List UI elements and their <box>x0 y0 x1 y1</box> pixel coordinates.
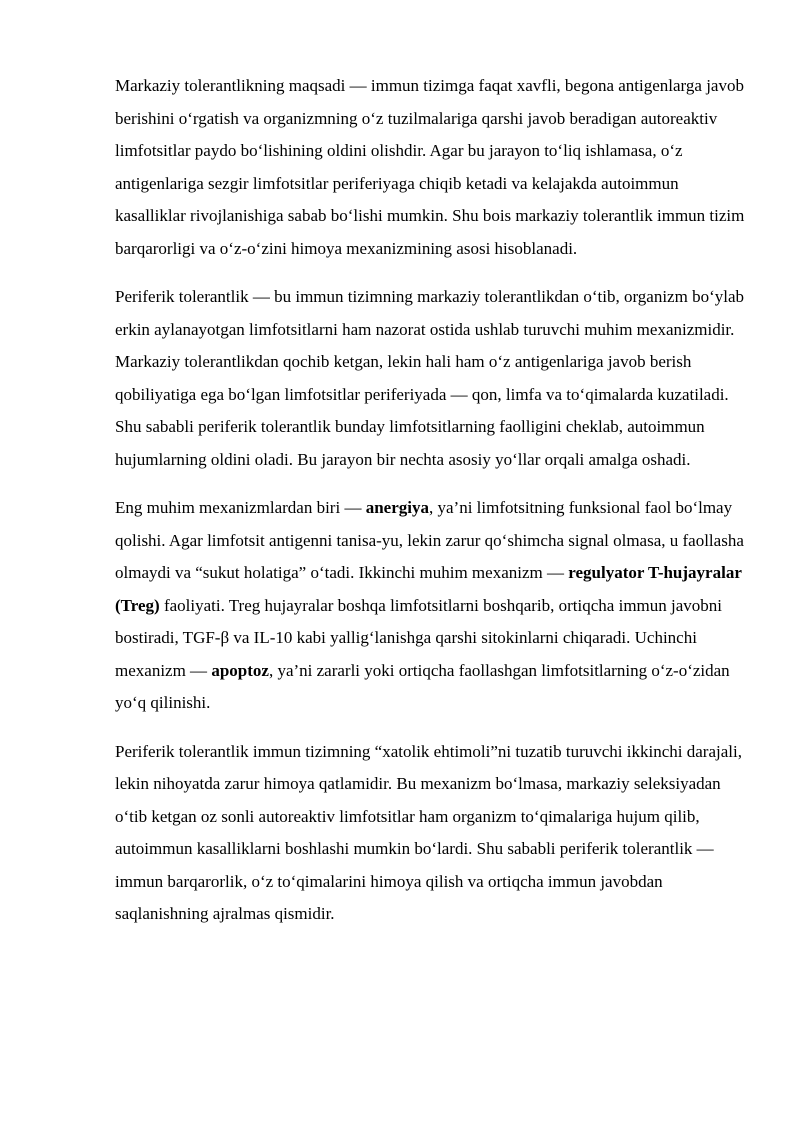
bold-text-run: regulyator T-hujayralar (Treg) <box>115 563 742 615</box>
paragraph <box>115 281 749 476</box>
document-text-body <box>115 70 749 947</box>
text-run: , ya’ni zararli yoki ortiqcha faollashgan limfotsitlarning oʻz-oʻzidan yoʻq qilinishi. <box>115 660 730 712</box>
paragraph <box>115 736 749 931</box>
text-run: Eng muhim mexanizmlardan biri — <box>115 498 366 517</box>
text-run: , ya’ni limfotsitning funksional faol boʻlmay qolishi. Agar limfotsit antigenni tanisa-yu, lekin zarur qoʻshimcha signal olmasa, u faollasha olmaydi va “sukut holatiga” oʻtadi. Ikkinchi muhim mexanizm — <box>115 498 744 582</box>
paragraph <box>115 492 749 720</box>
text-run: Periferik tolerantlik immun tizimning “xatolik ehtimoli”ni tuzatib turuvchi ikkinchi darajali, lekin nihoyatda zarur himoya qatlamidir. Bu mexanizm boʻlmasa, markaziy seleksiyadan oʻtib ketgan oz sonli autoreaktiv limfotsitlar ham organizm toʻqimalariga hujum qilib, autoimmun kasalliklarni boshlashi mumkin boʻlardi. Shu sababli periferik tolerantlik — immun barqarorlik, oʻz toʻqimalarini himoya qilish va ortiqcha immun javobdan saqlanishning ajralmas qismidir. <box>115 741 742 923</box>
bold-text-run: anergiya <box>365 498 429 517</box>
bold-text-run: apoptoz <box>211 660 269 680</box>
paragraph <box>115 70 749 265</box>
text-run: Periferik tolerantlik — bu immun tizimning markaziy tolerantlikdan oʻtib, organizm boʻylab erkin aylanayotgan limfotsitlarni ham nazorat ostida ushlab turuvchi muhim mexanizmidir. Markaziy tolerantlikdan qochib ketgan, lekin hali ham oʻz antigenlariga javob berish qobiliyatiga ega boʻlgan limfotsitlar periferiyada — qon, limfa va toʻqimalarda kuzatiladi. Shu sababli periferik tolerantlik bunday limfotsitlarning faolligini cheklab, autoimmun hujumlarning oldini oladi. Bu jarayon bir nechta asosiy yoʻllar orqali amalga oshadi. <box>115 287 745 469</box>
text-run: faoliyati. Treg hujayralar boshqa limfotsitlarni boshqarib, ortiqcha immun javobni bostiradi, TGF-β va IL-10 kabi yalligʻlanishga qarshi sitokinlarni chiqaradi. Uchinchi mexanizm — <box>115 595 723 680</box>
text-run: Markaziy tolerantlikning maqsadi — immun tizimga faqat xavfli, begona antigenlarga javob berishini oʻrgatish va organizmning oʻz tuzilmalariga qarshi javob beradigan autoreaktiv limfotsitlar paydo boʻlishining oldini olishdir. Agar bu jarayon toʻliq ishlamasa, oʻz antigenlariga sezgir limfotsitlar periferiyaga chiqib ketadi va kelajakda autoimmun kasalliklar rivojlanishiga sabab boʻlishi mumkin. Shu bois markaziy tolerantlik immun tizim barqarorligi va oʻz-oʻzini himoya mexanizmining asosi hisoblanadi. <box>115 76 745 258</box>
